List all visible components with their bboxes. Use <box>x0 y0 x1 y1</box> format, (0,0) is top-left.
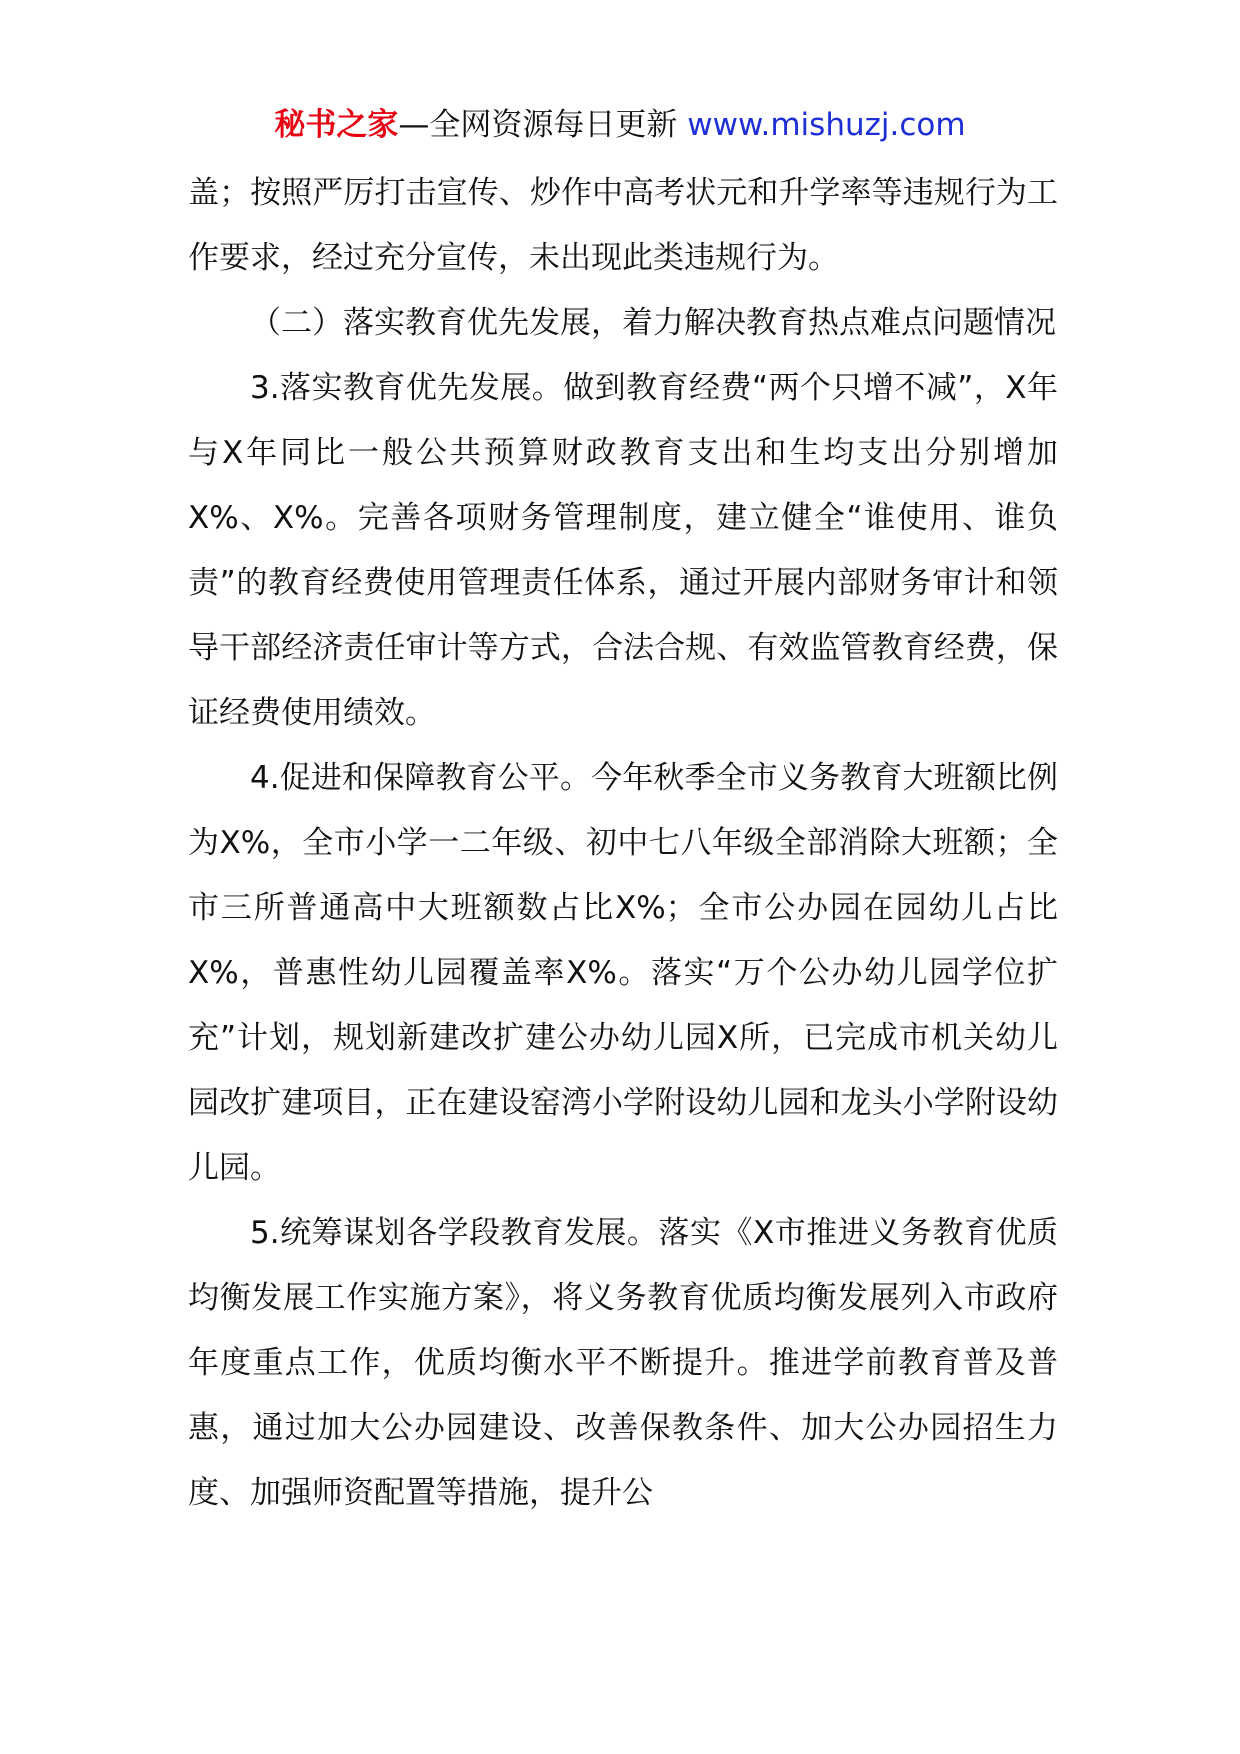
document-body <box>188 161 1058 1526</box>
paragraph-item-4: 4.促进和保障教育公平。今年秋季全市义务教育大班额比例为X%，全市小学一二年级、初中七八年级全部消除大班额；全市三所普通高中大班额数占比X%；全市公办园在园幼儿占比X%，普惠性幼儿园覆盖率X%。落实“万个公办幼儿园学位扩充”计划，规划新建改扩建公办幼儿园X所，已完成市机关幼儿园改扩建项目，正在建设窑湾小学附设幼儿园和龙头小学附设幼儿园。 <box>188 760 1058 1186</box>
paragraph-item-3: 3.落实教育优先发展。做到教育经费“两个只增不减”，X年与X年同比一般公共预算财政教育支出和生均支出分别增加X%、X%。完善各项财务管理制度，建立健全“谁使用、谁负责”的教育经费使用管理责任体系，通过开展内部财务审计和领导干部经济责任审计等方式，合法合规、有效监管教育经费，保证经费使用绩效。 <box>188 370 1058 731</box>
paragraph-item-5: 5.统筹谋划各学段教育发展。落实《X市推进义务教育优质均衡发展工作实施方案》，将义务教育优质均衡发展列入市政府年度重点工作，优质均衡水平不断提升。推进学前教育普及普惠，通过加大公办园建设、改善保教条件、加大公办园招生力度、加强师资配置等措施，提升公 <box>188 1215 1058 1511</box>
page-header <box>0 100 1240 150</box>
section-heading: （二）落实教育优先发展，着力解决教育热点难点问题情况 <box>250 305 1056 341</box>
site-url-link[interactable]: www.mishuzj.com <box>687 107 966 143</box>
site-tagline: —全网资源每日更新 <box>398 107 678 143</box>
paragraph-continued: 盖；按照严厉打击宣传、炒作中高考状元和升学率等违规行为工作要求，经过充分宣传，未出现此类违规行为。 <box>188 175 1058 276</box>
site-brand: 秘书之家 <box>274 107 399 143</box>
